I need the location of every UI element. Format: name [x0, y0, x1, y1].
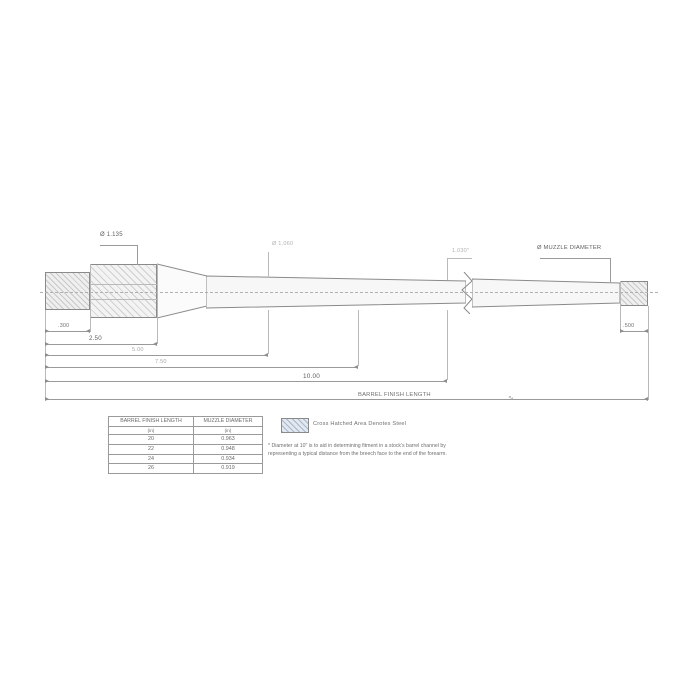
bore-line-top: [90, 284, 157, 285]
dimarrow-1000-left: [45, 379, 49, 383]
dimline-250: [45, 344, 157, 345]
leader-shank-diameter: [268, 252, 269, 278]
dimarrow-250-right: [153, 342, 157, 346]
shoulder-line-1: [157, 264, 158, 318]
table-cell-diameter: 0.948: [193, 444, 262, 454]
muzzle-thread-section: [620, 281, 648, 306]
dimarrow-overall-left: [45, 397, 49, 401]
dimarrow-300-left: [45, 329, 49, 333]
dim-breech-diameter: Ø 1.135: [100, 232, 123, 238]
dim-500: 5.00: [132, 347, 144, 353]
dim-muzzle-diameter-label: Ø MUZZLE DIAMETER: [537, 245, 602, 251]
dim-muzzle-500: .500: [623, 323, 635, 329]
leader-breech-diameter: [137, 245, 138, 265]
dimarrow-300-right: [86, 329, 90, 333]
table-cell-length: 20: [109, 435, 194, 445]
dim-mid-diameter: 1.030": [452, 248, 470, 254]
table-header-diameter: MUZZLE DIAMETER: [193, 417, 262, 427]
leader-muzzle-diameter-h: [540, 258, 610, 259]
dimline-overall: [45, 399, 648, 400]
barrel-tube-muzzle-end: [472, 277, 620, 309]
dimarrow-500-right: [264, 353, 268, 357]
table-cell-length: 22: [109, 444, 194, 454]
dim-overall-label: BARREL FINISH LENGTH: [355, 392, 434, 398]
dim-shank-diameter: Ø 1.060: [272, 241, 294, 247]
ext-line-500: [268, 310, 269, 354]
muzzle-shoulder-line: [620, 281, 621, 306]
leader-breech-diameter-h: [100, 245, 138, 246]
table-cell-length: 24: [109, 454, 194, 464]
table-cell-diameter: 0.934: [193, 454, 262, 464]
dimline-1000: [45, 381, 447, 382]
dimline-500: [45, 355, 268, 356]
dim-1000: 10.00: [303, 373, 320, 380]
dimarrow-muzzle-right: [644, 329, 648, 333]
table-row: [109, 435, 263, 445]
ext-line-right-origin: [648, 306, 649, 400]
dimarrow-muzzle-left: [620, 329, 624, 333]
dimarrow-750-right: [354, 365, 358, 369]
leader-muzzle-diameter-v: [610, 258, 611, 282]
table-row: [109, 464, 263, 474]
dimline-300: [45, 331, 90, 332]
table-unit-diameter: (in): [193, 426, 262, 435]
table-header-length: BARREL FINISH LENGTH: [109, 417, 194, 427]
breech-thread-section: [45, 272, 90, 310]
dim-overall-break-symbol: ∿: [508, 395, 515, 402]
table-unit-length: (in): [109, 426, 194, 435]
table-cell-diameter: 0.963: [193, 435, 262, 445]
dimarrow-1000-right: [443, 379, 447, 383]
dimarrow-750-left: [45, 365, 49, 369]
dim-250: 2.50: [89, 335, 102, 342]
table-units-row: [109, 426, 263, 435]
dimarrow-250-left: [45, 342, 49, 346]
bore-line-bottom: [90, 299, 157, 300]
dimarrow-overall-right: [644, 397, 648, 401]
breech-block-section: [90, 264, 157, 318]
cross-hatch-swatch: [281, 418, 309, 433]
table-cell-diameter: 0.919: [193, 464, 262, 474]
table-row: [109, 444, 263, 454]
dim-300: .300: [58, 323, 70, 329]
leader-mid-diameter-h: [447, 258, 472, 259]
spec-table: [108, 416, 263, 474]
table-row: [109, 454, 263, 464]
legend-label: Cross Hatched Area Denotes Steel: [313, 421, 407, 427]
leader-mid-diameter: [447, 258, 448, 280]
dim-750: 7.50: [155, 359, 167, 365]
ext-line-750: [358, 310, 359, 366]
breech-taper: [157, 262, 207, 320]
table-cell-length: 26: [109, 464, 194, 474]
ext-line-250: [157, 318, 158, 344]
dimarrow-500-left: [45, 353, 49, 357]
barrel-centerline: [40, 292, 658, 293]
dimline-750: [45, 367, 358, 368]
ext-line-1000: [447, 310, 448, 380]
table-header-row: [109, 417, 263, 427]
fitment-note: * Diameter at 10" is to aid in determining fitment in a stock's barrel channel by representing a typical distance from the breech face to the end of the forearm.: [268, 443, 447, 457]
ext-line-300: [90, 310, 91, 332]
